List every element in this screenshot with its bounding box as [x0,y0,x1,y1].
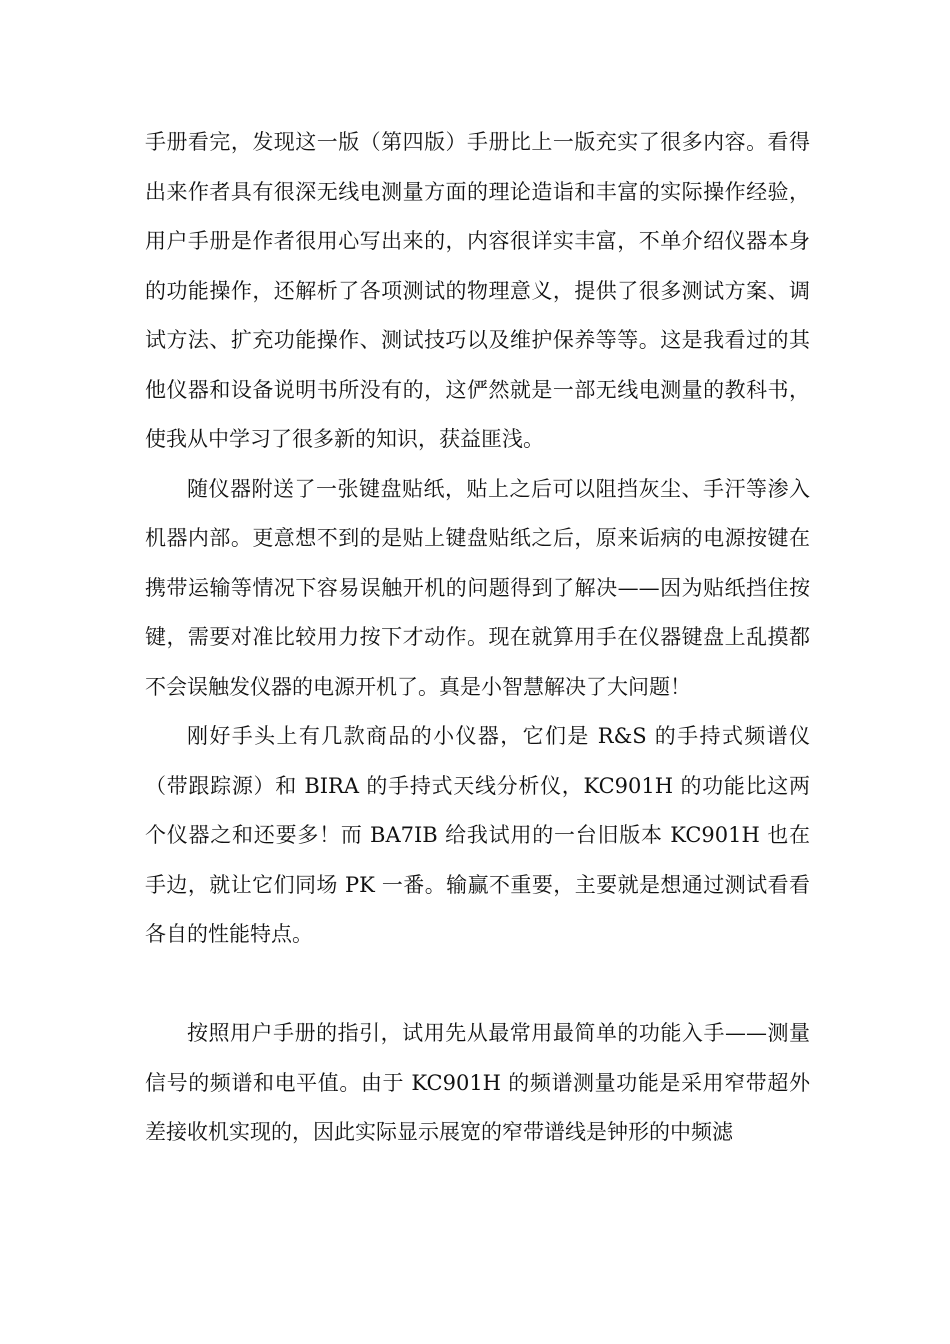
paragraph-keyboard-sticker: 随仪器附送了一张键盘贴纸，贴上之后可以阻挡灰尘、手汗等渗入机器内部。更意想不到的是贴上键盘贴纸之后，原来诟病的电源按键在携带运输等情况下容易误触开机的问题得到了解决——因为贴纸挡住按键，需要对准比较用力按下才动作。现在就算用手在仪器键盘上乱摸都不会误触发仪器的电源开机了。真是小智慧解决了大问题！ [145,476,810,699]
paragraph-instrument-comparison: 刚好手头上有几款商品的小仪器，它们是 R&S 的手持式频谱仪（带跟踪源）和 BIRA 的手持式天线分析仪，KC901H 的功能比这两个仪器之和还要多！而 BA7IB 给我试用的一台旧版本 KC901H 也在手边，就让它们同场 PK 一番。输赢不重要，主要就是想通过测试看看各自的性能特点。 [145,724,810,946]
paragraph-spectrum-measurement: 按照用户手册的指引，试用先从最常用最简单的功能入手——测量信号的频谱和电平值。由于 KC901H 的频谱测量功能是采用窄带超外差接收机实现的，因此实际显示展宽的窄带谱线是钟形的中频滤 [145,1021,810,1144]
paragraph-manual-review: 手册看完，发现这一版（第四版）手册比上一版充实了很多内容。看得出来作者具有很深无线电测量方面的理论造诣和丰富的实际操作经验，用户手册是作者很用心写出来的，内容很详实丰富，不单介绍仪器本身的功能操作，还解析了各项测试的物理意义，提供了很多测试方案、调试方法、扩充功能操作、测试技巧以及维护保养等等。这是我看过的其他仪器和设备说明书所没有的，这俨然就是一部无线电测量的教科书，使我从中学习了很多新的知识，获益匪浅。 [145,130,810,451]
paragraph-spacer [145,960,810,1010]
document-body [145,118,810,1158]
